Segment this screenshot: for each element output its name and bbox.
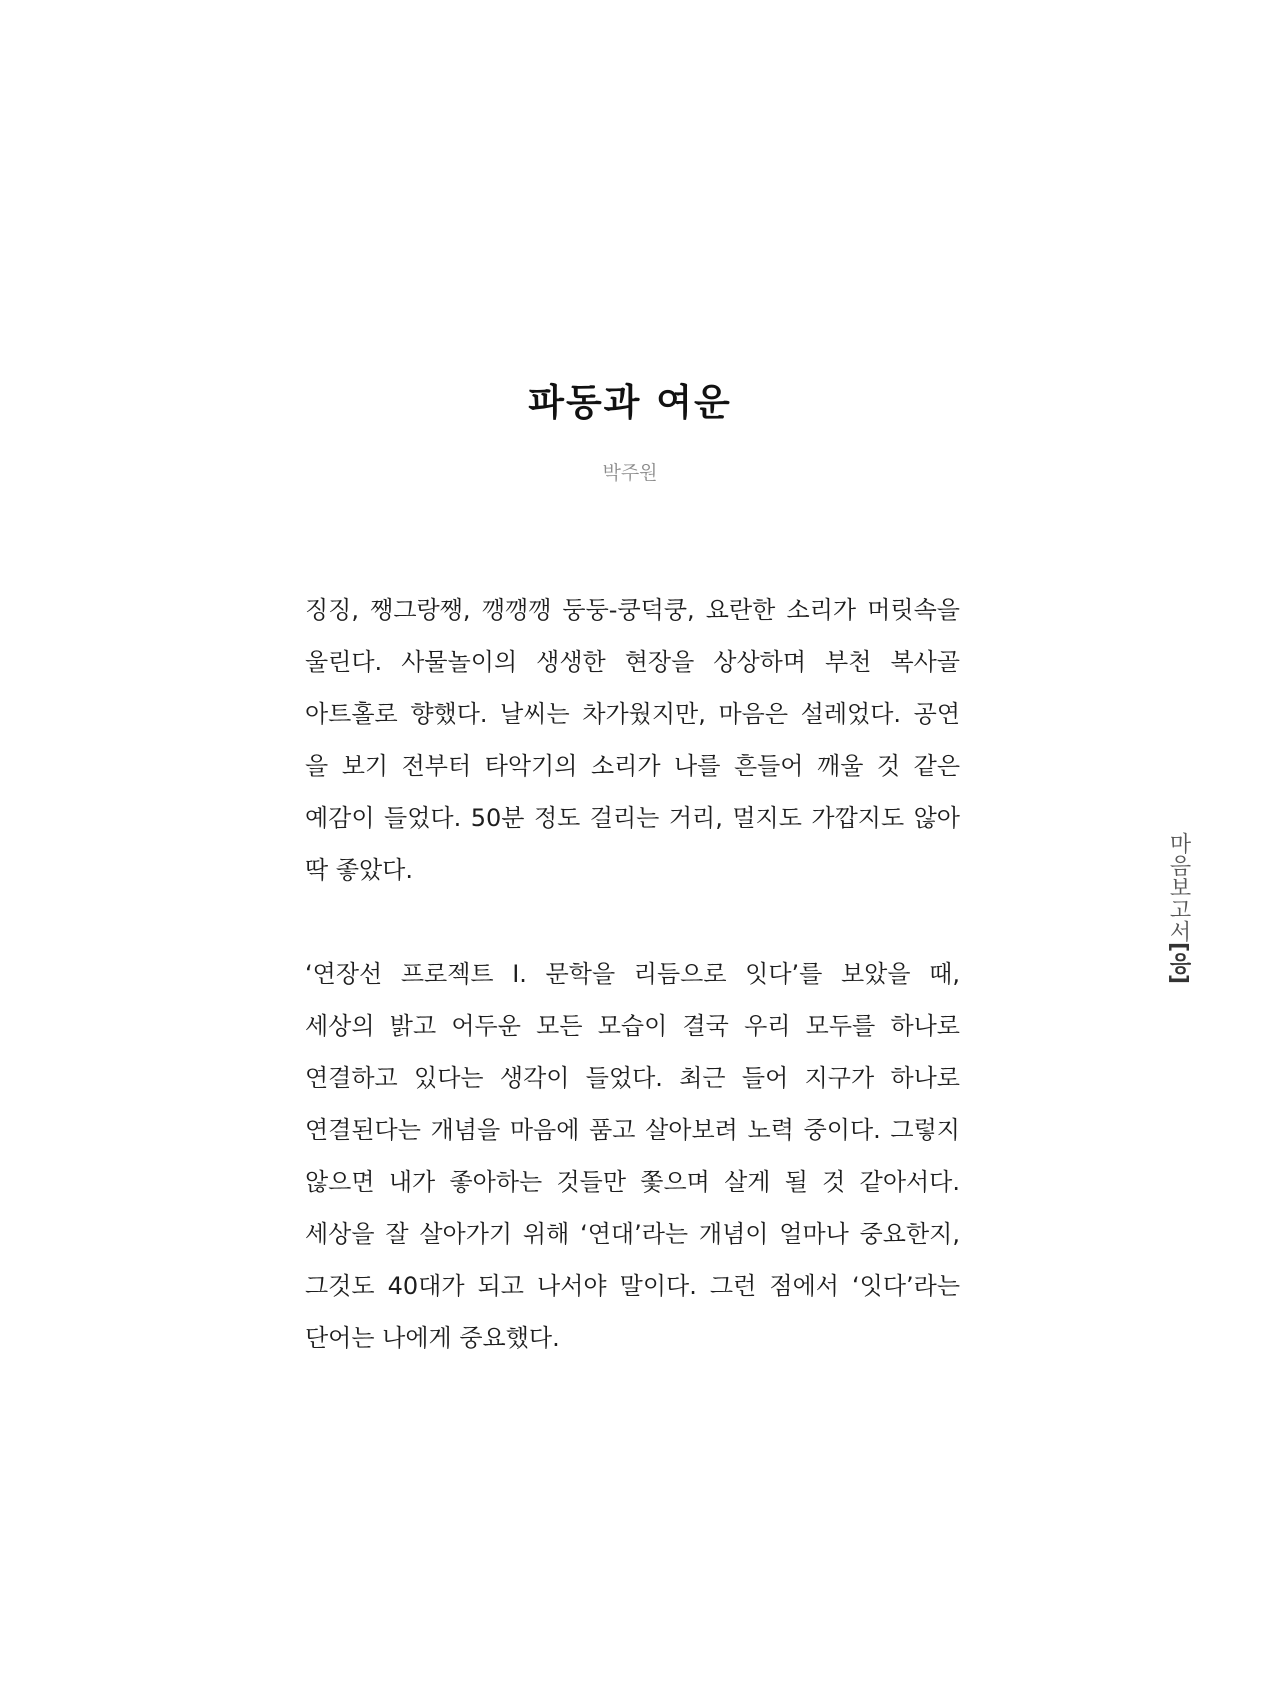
text-line: 딱 좋았다.	[305, 856, 413, 884]
body-text	[305, 584, 960, 1416]
text-line: 연결하고 있다는 생각이 들었다. 최근 들어 지구가 하나로	[305, 1064, 960, 1092]
text-line: 세상을 잘 살아가기 위해 ‘연대’라는 개념이 얼마나 중요한지,	[305, 1220, 960, 1248]
text-line: 아트홀로 향했다. 날씨는 차가웠지만, 마음은 설레었다. 공연	[305, 700, 960, 728]
paragraph	[305, 584, 960, 896]
text-line: 그것도 40대가 되고 나서야 말이다. 그런 점에서 ‘잇다’라는	[305, 1272, 960, 1300]
text-line: 세상의 밝고 어두운 모든 모습이 결국 우리 모두를 하나로	[305, 1012, 960, 1040]
text-line: ‘연장선 프로젝트 I. 문학을 리듬으로 잇다’를 보았을 때,	[305, 960, 960, 988]
text-line: 울린다. 사물놀이의 생생한 현장을 상상하며 부천 복사골	[305, 648, 960, 676]
author-name: 박주원	[602, 462, 658, 484]
text-line: 않으면 내가 좋아하는 것들만 쫓으며 살게 될 것 같아서다.	[305, 1168, 960, 1196]
section-side-tab	[1162, 832, 1194, 984]
text-line: 연결된다는 개념을 마음에 품고 살아보려 노력 중이다. 그렇지	[305, 1116, 960, 1144]
text-line: 단어는 나에게 중요했다.	[305, 1324, 560, 1352]
page-title: 파동과 여운	[528, 380, 732, 424]
side-tab-marker: [응]	[1166, 942, 1191, 985]
text-line: 징징, 쨍그랑쨍, 깽깽깽 둥둥-쿵덕쿵, 요란한 소리가 머릿속을	[305, 596, 960, 624]
text-line: 예감이 들었다. 50분 정도 걸리는 거리, 멀지도 가깝지도 않아	[305, 804, 960, 832]
paragraph	[305, 948, 960, 1364]
side-tab-label: 마음보고서	[1166, 832, 1191, 942]
text-line: 을 보기 전부터 타악기의 소리가 나를 흔들어 깨울 것 같은	[305, 752, 960, 780]
